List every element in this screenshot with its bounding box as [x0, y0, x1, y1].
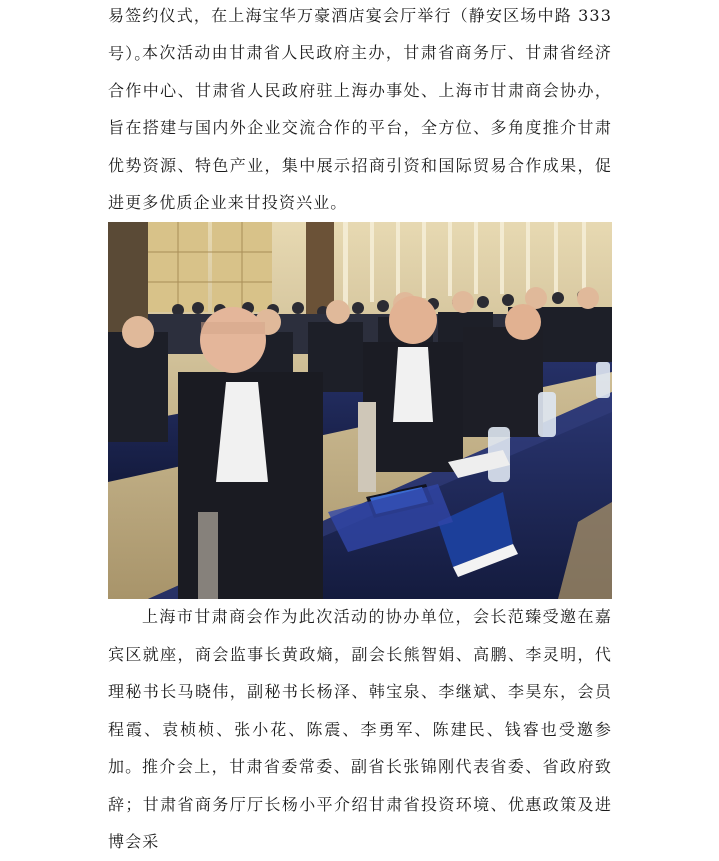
paragraph-intro: 本次活动由甘肃省人民政府主办，甘肃省商务厅、甘肃省经济合作中心、甘肃省人民政府驻上海办事处、上海市甘肃商会协办，旨在搭建与国内外企业交流合作的平台，全方位、多角度推介甘肃优势资源、特色产业，集中展示招商引资和国际贸易合作成果，促进更多优质企业来甘投资兴业。	[108, 43, 612, 212]
conference-photo-illustration	[108, 222, 612, 599]
paragraph-bottom: 推介会上，甘肃省委常委、副省长张锦刚代表省委、省政府致辞；甘肃省商务厅厅长杨小平介绍甘肃省投资环境、优惠政策及进博会采	[108, 757, 612, 851]
paragraph-top: 易签约仪式，在上海宝华万豪酒店宴会厅举行（静安区场中路 333 号）。	[108, 6, 612, 63]
conference-photo	[108, 222, 612, 599]
paragraph-after-photo: 上海市甘肃商会作为此次活动的协办单位，会长范臻受邀在嘉宾区就座，商会监事长黄政熵，副会长熊智娟、高鹏、李灵明，代理秘书长马晓伟，副秘书长杨泽、韩宝泉、李继斌、李昊东，会员程霞、袁桢桢、张小花、陈震、李勇军、陈建民、钱睿也受邀参加。	[108, 607, 612, 776]
